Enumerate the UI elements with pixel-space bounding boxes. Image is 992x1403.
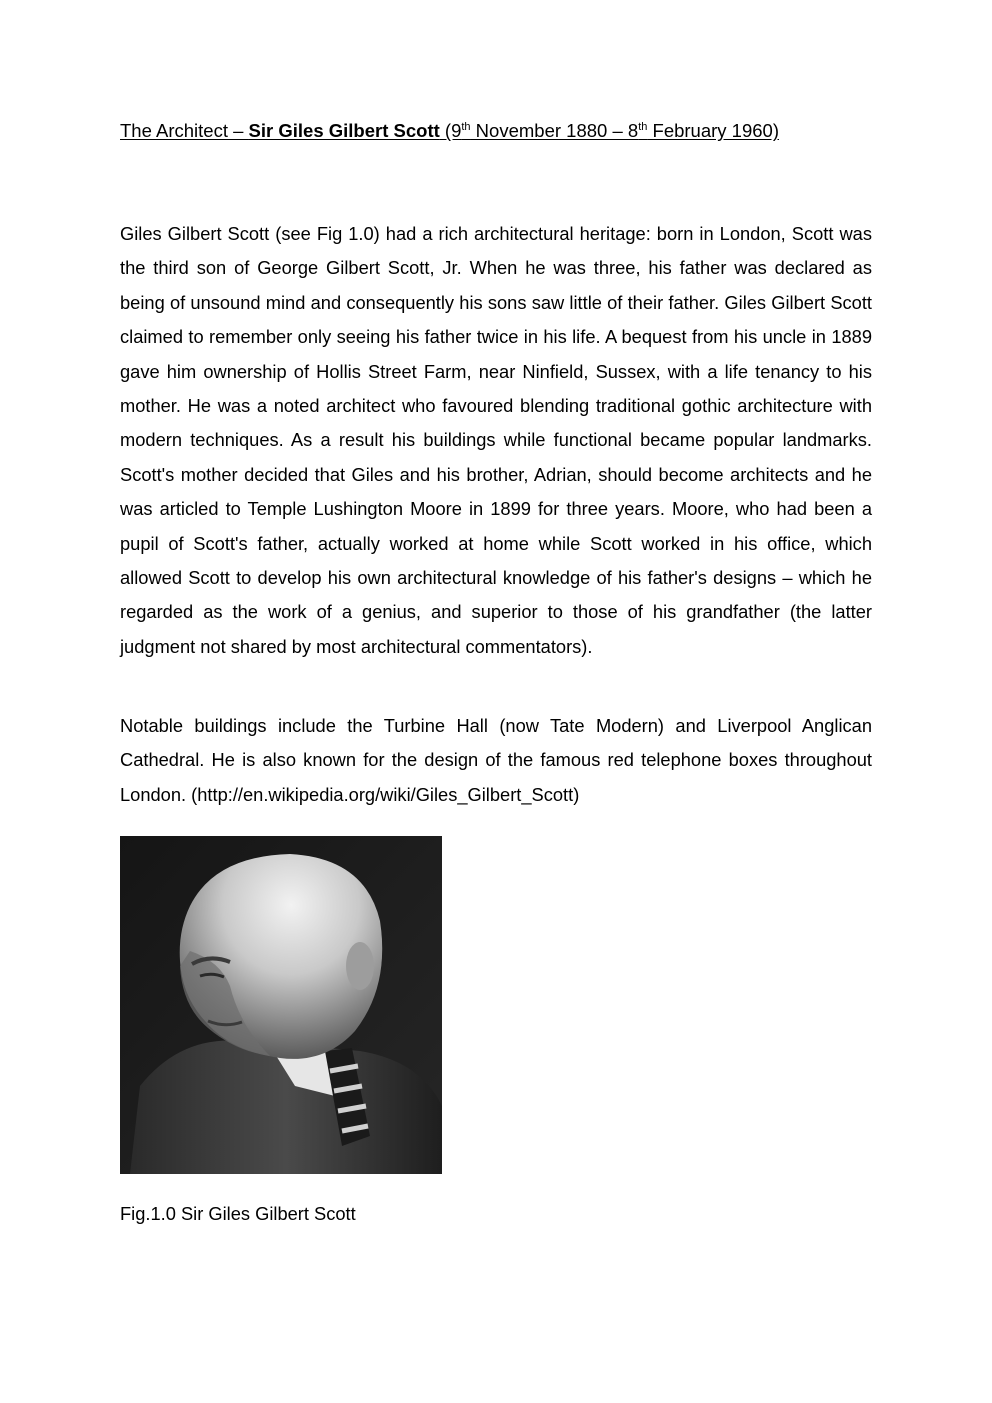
heading-sup-2: th: [638, 120, 648, 133]
page-heading: [120, 118, 779, 144]
heading-dates-end: February 1960): [647, 120, 779, 141]
heading-dates-mid: November 1880 – 8: [470, 120, 639, 141]
paragraph-notable-buildings: Notable buildings include the Turbine Hall (now Tate Modern) and Liverpool Anglican Cathedral. He is also known for the design of the famous red telephone boxes throughout London. (http://en.wikipedia.org/wiki/Giles_Gilbert_Scott): [120, 715, 872, 805]
heading-prefix: The Architect –: [120, 120, 249, 141]
heading-dates-open: (9: [439, 120, 462, 141]
portrait-photo: [120, 836, 442, 1174]
paragraph-biography: Giles Gilbert Scott (see Fig 1.0) had a rich architectural heritage: born in London, Scott was the third son of George Gilbert Scott, Jr. When he was three, his father was declared as being of unsound mind and consequently his sons saw little of their father. Giles Gilbert Scott claimed to remember only seeing his father twice in his life. A bequest from his uncle in 1889 gave him ownership of Hollis Street Farm, near Ninfield, Sussex, with a life tenancy to his mother. He was a noted architect who favoured blending traditional gothic architecture with modern techniques. As a result his buildings while functional became popular landmarks. Scott's mother decided that Giles and his brother, Adrian, should become architects and he was articled to Temple Lushington Moore in 1899 for three years. Moore, who had been a pupil of Scott's father, actually worked at home while Scott worked in his office, which allowed Scott to develop his own architectural knowledge of his father's designs – which he regarded as the work of a genius, and superior to those of his grandfather (the latter judgment not shared by most architectural commentators).: [120, 223, 872, 657]
figure-caption: Fig.1.0 Sir Giles Gilbert Scott: [120, 1203, 356, 1224]
heading-name: Sir Giles Gilbert Scott: [248, 120, 440, 141]
heading-sup-1: th: [461, 120, 471, 133]
